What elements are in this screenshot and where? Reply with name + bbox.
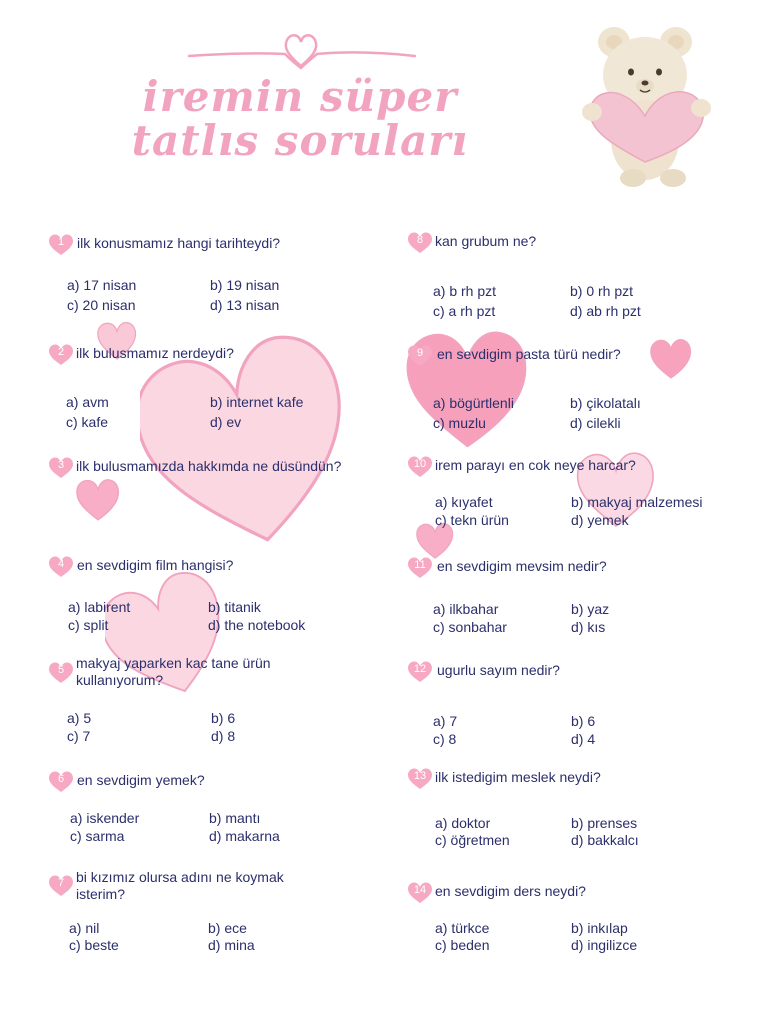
- answer-option-a: a) labirent: [68, 599, 131, 615]
- answer-option-a: a) kıyafet: [435, 494, 493, 510]
- answer-option-a: a) nil: [69, 920, 100, 936]
- answer-option-c: c) 20 nisan: [67, 297, 136, 313]
- answer-option-c: c) öğretmen: [435, 832, 510, 848]
- answer-option-c: c) sonbahar: [433, 619, 507, 635]
- answer-option-d: d) mina: [208, 937, 255, 953]
- answer-option-b: b) 0 rh pzt: [570, 283, 634, 299]
- answer-option-d: d) kıs: [571, 619, 606, 635]
- page-title-line-1: iremin süper: [142, 72, 458, 121]
- question-text: ugurlu sayım nedir?: [437, 662, 560, 678]
- answer-option-a: a) avm: [66, 394, 109, 410]
- answer-option-b: b) mantı: [209, 810, 261, 826]
- question-number: 8: [416, 234, 424, 246]
- answer-option-c: c) muzlu: [433, 415, 486, 431]
- question-number-heart: [48, 233, 74, 257]
- answer-option-d: d) makarna: [209, 828, 280, 844]
- question-number-heart: [407, 231, 433, 255]
- large-heart-decoration: [140, 335, 355, 555]
- answer-option-b: b) prenses: [571, 815, 638, 831]
- question-text: bi kızımız olursa adını ne koymak isterim?: [76, 869, 284, 902]
- question-number-heart: [48, 661, 74, 685]
- question-number-heart: [48, 456, 74, 480]
- question-number: 7: [57, 877, 65, 889]
- answer-option-b: b) ece: [208, 920, 247, 936]
- answer-option-b: b) makyaj malzemesi: [571, 494, 703, 510]
- question-number: 3: [57, 459, 65, 471]
- question-text: ilk bulusmamız nerdeydi?: [76, 345, 234, 361]
- question-number: 10: [413, 458, 427, 470]
- answer-option-d: d) 13 nisan: [210, 297, 280, 313]
- answer-option-c: c) 8: [433, 731, 457, 747]
- question-text: en sevdigim film hangisi?: [77, 557, 234, 573]
- answer-option-a: a) bögürtlenli: [433, 395, 514, 411]
- answer-option-c: c) tekn ürün: [435, 512, 509, 528]
- question-number: 14: [413, 884, 427, 896]
- answer-option-c: c) beden: [435, 937, 490, 953]
- question-number-heart: [48, 555, 74, 579]
- question-text: en sevdigim mevsim nedir?: [437, 558, 607, 574]
- answer-option-a: a) iskender: [70, 810, 140, 826]
- answer-option-a: a) türkce: [435, 920, 490, 936]
- answer-option-a: a) 7: [433, 713, 458, 729]
- question-number-heart: [407, 660, 433, 684]
- answer-option-d: d) yemek: [571, 512, 629, 528]
- question-number: 5: [57, 664, 65, 676]
- question-number: 12: [413, 663, 427, 675]
- answer-option-a: a) 17 nisan: [67, 277, 137, 293]
- answer-option-b: b) titanik: [208, 599, 261, 615]
- answer-option-a: a) doktor: [435, 815, 491, 831]
- question-text: kan grubum ne?: [435, 233, 537, 249]
- answer-option-d: d) ab rh pzt: [570, 303, 641, 319]
- answer-option-d: d) cilekli: [570, 415, 621, 431]
- question-text: ilk bulusmamızda hakkımda ne düsündün?: [76, 458, 342, 474]
- question-number-heart: [407, 455, 433, 479]
- question-text: irem parayı en cok neye harcar?: [435, 457, 636, 473]
- question-number-heart: [48, 874, 74, 898]
- answer-option-c: c) kafe: [66, 414, 109, 430]
- answer-option-d: d) bakkalcı: [571, 832, 639, 848]
- question-text: ilk istedigim meslek neydi?: [435, 769, 601, 785]
- question-number-heart: [48, 343, 74, 367]
- question-text: makyaj yaparken kac tane ürün kullanıyorum?: [76, 655, 271, 688]
- question-text: ilk konusmamız hangi tarihteydi?: [77, 235, 281, 251]
- heart-flourish: [185, 28, 420, 72]
- small-heart-decoration: [76, 478, 120, 522]
- question-number: 11: [414, 559, 426, 571]
- page-title-line-2: tatlıs soruları: [131, 116, 469, 165]
- question-number: 9: [416, 347, 424, 359]
- answer-option-d: d) 8: [211, 728, 236, 744]
- answer-option-a: a) b rh pzt: [433, 283, 497, 299]
- answer-option-b: b) 19 nisan: [210, 277, 280, 293]
- question-number-heart: [407, 881, 433, 905]
- bright-heart-decoration: [405, 320, 530, 460]
- question-number: 13: [413, 770, 427, 782]
- answer-option-c: c) split: [68, 617, 109, 633]
- question-number-heart: [48, 770, 74, 794]
- answer-option-b: b) 6: [571, 713, 596, 729]
- answer-option-d: d) the notebook: [208, 617, 306, 633]
- question-number: 4: [57, 558, 65, 570]
- question-number: 2: [57, 346, 65, 358]
- answer-option-b: b) internet kafe: [210, 394, 304, 410]
- answer-option-b: b) inkılap: [571, 920, 628, 936]
- question-number: 6: [57, 773, 65, 785]
- answer-option-a: a) ilkbahar: [433, 601, 499, 617]
- teddy-bear-icon: [578, 20, 713, 190]
- answer-option-b: b) çikolatalı: [570, 395, 641, 411]
- answer-option-c: c) sarma: [70, 828, 125, 844]
- answer-option-c: c) beste: [69, 937, 119, 953]
- question-number: 1: [57, 236, 65, 248]
- question-text: en sevdigim yemek?: [77, 772, 205, 788]
- question-number-heart: [407, 344, 433, 368]
- answer-option-c: c) a rh pzt: [433, 303, 496, 319]
- question-text: en sevdigim pasta türü nedir?: [437, 346, 621, 362]
- question-text: en sevdigim ders neydi?: [435, 883, 586, 899]
- answer-option-c: c) 7: [67, 728, 91, 744]
- answer-option-d: d) ev: [210, 414, 242, 430]
- answer-option-d: d) 4: [571, 731, 596, 747]
- answer-option-b: b) yaz: [571, 601, 610, 617]
- answer-option-a: a) 5: [67, 710, 92, 726]
- answer-option-b: b) 6: [211, 710, 236, 726]
- answer-option-d: d) ingilizce: [571, 937, 638, 953]
- question-number-heart: [407, 556, 433, 580]
- question-number-heart: [407, 767, 433, 791]
